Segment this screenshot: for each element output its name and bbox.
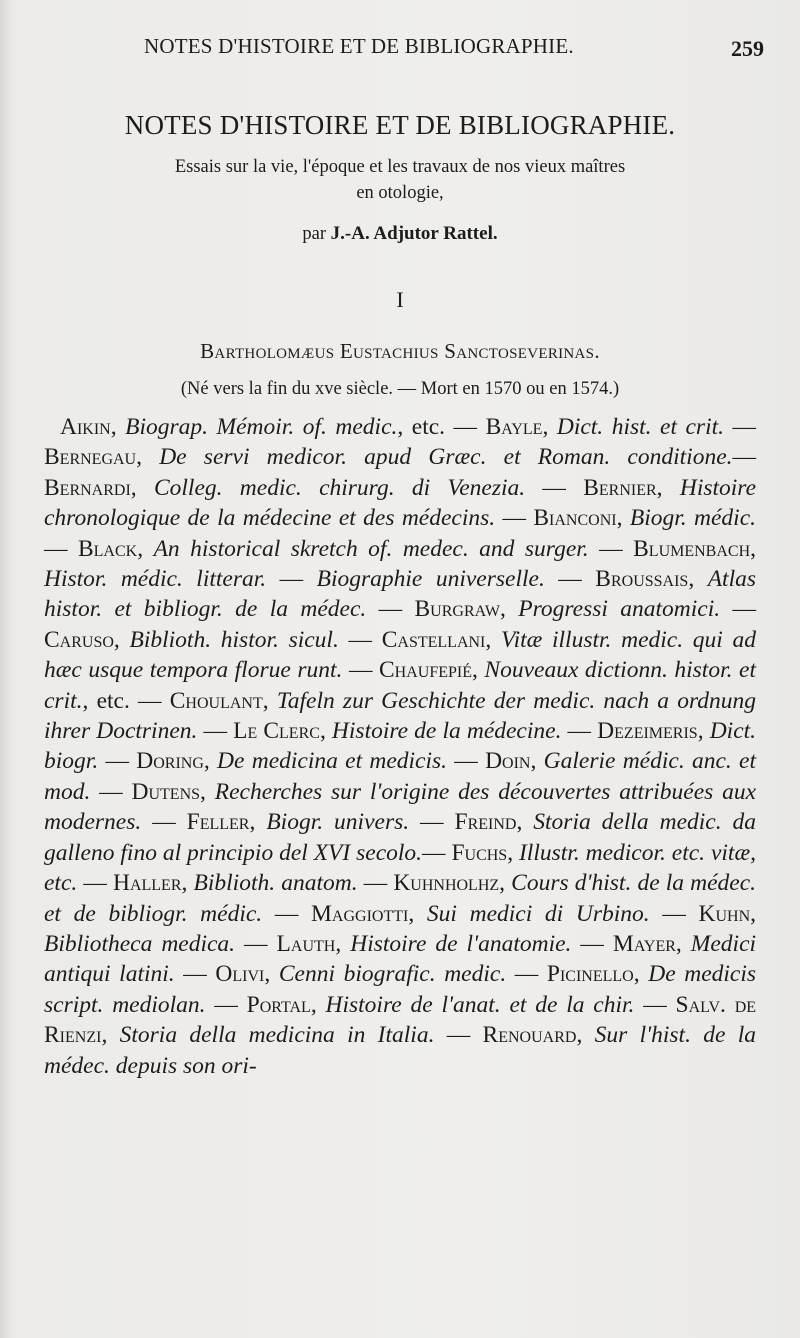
bibliography-entry: —Bernegau, De servi medicor. apud Græc. et Roman. conditione.	[44, 414, 757, 471]
entry-separator: —	[338, 626, 382, 653]
entry-work: Biograp. Mémoir. of. medic.	[125, 414, 398, 440]
entry-author: Haller	[112, 870, 182, 897]
entry-separator: —	[141, 809, 187, 836]
entry-work: Atlas histor. et bibliogr. de la médec.	[44, 566, 757, 623]
entry-author: Olivi	[215, 961, 265, 988]
bibliography-entry: — Kuhnholhz, Cours d'hist. de la médec. et de bibliogr. médic.	[44, 870, 757, 927]
author-byline	[44, 222, 756, 246]
bibliography-entry: —Bernardi, Colleg. medic. chirurg. di Venezia.	[44, 444, 757, 501]
entry-work: Cours d'hist. de la médec. et de bibliogr. médic.	[44, 870, 757, 927]
entry-suffix: , etc.	[82, 687, 130, 714]
entry-author: Kuhn	[698, 900, 751, 927]
entry-work: De medicina et medicis.	[217, 748, 448, 775]
entry-author: Black	[77, 535, 138, 562]
entry-author: Doring	[136, 748, 204, 775]
entry-separator: —	[732, 444, 757, 471]
bibliography-entry: — Dutens, Recherches sur l'origine des découvertes attribuées aux modernes.	[44, 778, 757, 836]
bibliography-entry: — Caruso, Biblioth. histor. sicul.	[44, 596, 757, 653]
running-title: NOTES D'HISTOIRE ET DE BIBLIOGRAPHIE.	[144, 34, 574, 58]
entry-author: Mayer	[612, 930, 676, 957]
entry-work: Histor. médic. litterar.	[44, 566, 267, 593]
entry-author: Bernier	[583, 474, 657, 501]
entry-author: Kuhnholhz	[393, 870, 500, 897]
bibliography-entry: — Blumenbach, Histor. médic. litterar.	[44, 535, 757, 593]
entry-work: Bibliotheca medica.	[44, 930, 236, 957]
bibliography-entry: — Mayer, Medici antiqui latini.	[44, 930, 757, 988]
entry-author: Burgraw	[414, 596, 501, 623]
entry-work: De servi medicor. apud Græc. et Roman. conditione.	[159, 444, 733, 471]
article-subtitle	[84, 154, 716, 206]
author-prefix: par	[302, 224, 327, 244]
entry-author: Castellani	[381, 626, 486, 653]
bibliography-entry: — Maggiotti, Sui medici di Urbino.	[262, 900, 650, 927]
entry-work: Nouveaux dictionn. histor. et crit.	[44, 657, 756, 714]
entry-author: Feller	[186, 809, 250, 836]
bibliography-entry: — Burgraw, Progressi anatomici.	[366, 596, 721, 623]
bibliography-entry: — Kuhn, Bibliotheca medica.	[44, 900, 757, 957]
entry-work: Dict. hist. et crit.	[556, 414, 725, 440]
bibliography	[44, 412, 756, 1081]
entry-separator: —	[544, 566, 596, 593]
entry-author: Picinello	[546, 961, 634, 988]
entry-work: Biogr. univers.	[266, 809, 410, 836]
entry-separator: —	[197, 718, 234, 745]
entry-author: Blumenbach	[633, 535, 751, 562]
entry-separator: —	[634, 991, 676, 1018]
entry-separator: —	[205, 991, 247, 1018]
entry-author: Bernegau	[44, 444, 137, 471]
entry-separator: —	[561, 718, 598, 745]
entry-work: Histoire de la médecine.	[331, 718, 562, 745]
entry-author: Freind	[454, 809, 517, 836]
bibliography-entry: — Chaufepié, Nouveaux dictionn. histor. et crit., etc.	[44, 657, 756, 714]
entry-separator: —	[44, 535, 78, 562]
entry-separator: —	[262, 900, 312, 927]
entry-suffix: , etc.	[397, 414, 446, 440]
bibliography-entry: — Dezeimeris, Dict. biogr.	[44, 718, 757, 775]
entry-separator: —	[98, 748, 137, 775]
entry-separator: —	[342, 657, 379, 684]
entry-author: Choulant	[169, 687, 263, 714]
entry-separator: —	[422, 839, 452, 866]
bibliography-entry: — Freind, Storia della medic. da galleno fino al principio del XVI secolo.	[44, 809, 757, 866]
entry-separator: —	[588, 535, 634, 562]
article	[44, 108, 756, 1081]
bibliography-entry: — Lauth, Histoire de l'anatomie.	[235, 930, 572, 957]
entry-separator: —	[90, 778, 132, 805]
entry-separator: —	[571, 930, 613, 957]
bibliography-entry: — Haller, Biblioth. anatom.	[77, 870, 358, 897]
entry-work: Progressi anatomici.	[518, 596, 721, 623]
bibliography-entry: — Black, An historical skretch of. medec. and surger.	[44, 535, 589, 562]
entry-author: Chaufepié	[378, 657, 472, 684]
bibliography-entry: — Fuchs, Illustr. medicor. etc. vitæ, etc.	[44, 839, 756, 897]
entry-separator: —	[447, 748, 486, 775]
entry-separator: —	[235, 930, 277, 957]
entry-work: Biblioth. anatom.	[193, 870, 358, 897]
entry-separator: —	[649, 900, 699, 927]
bibliography-entry	[266, 566, 545, 592]
entry-work: Histoire de l'anat. et de la chir.	[325, 991, 635, 1018]
entry-work: Recherches sur l'origine des découvertes attribuées aux modernes.	[44, 778, 757, 836]
entry-separator: —	[445, 414, 486, 440]
entry-author: Le Clerc	[233, 718, 320, 745]
entry-author: Bayle	[485, 414, 543, 440]
entry-separator: —	[77, 870, 113, 897]
bibliography-entry: — Broussais, Atlas histor. et bibliogr. de la médec.	[44, 566, 757, 623]
entry-separator: —	[720, 596, 757, 623]
entry-work: Biblioth. histor. sicul.	[129, 626, 339, 653]
subtitle-line-2: en otologie,	[356, 183, 444, 203]
bibliography-entry: — Choulant, Tafeln zur Geschichte der medic. nach a ordnung ihrer Doctrinen.	[44, 687, 757, 745]
entry-work: Colleg. medic. chirurg. di Venezia.	[153, 474, 526, 501]
entry-separator: —	[506, 961, 547, 988]
bibliography-entry: — Doin, Galerie médic. anc. et mod.	[44, 748, 757, 805]
entry-author: Aikin	[60, 414, 111, 440]
entry-work: Medici antiqui latini.	[44, 930, 757, 988]
bibliography-entry: — Picinello, De medicis script. mediolan.	[44, 961, 757, 1018]
entry-author: Salv. de Rienzi	[44, 991, 757, 1049]
author-name: J.-A. Adjutor Rattel.	[330, 223, 498, 244]
entry-work: An historical skretch of. medec. and surger.	[153, 535, 589, 562]
subtitle-line-1: Essais sur la vie, l'époque et les travaux de nos vieux maîtres	[174, 157, 626, 177]
entry-work: Storia della medic. da galleno fino al principio del XVI secolo.	[44, 809, 757, 866]
entry-separator: —	[409, 809, 455, 836]
section-title: NOTES D'HISTOIRE ET DE BIBLIOGRAPHIE.	[124, 110, 676, 140]
entry-separator: —	[266, 566, 317, 593]
entry-work: De medicis script. mediolan.	[44, 961, 757, 1018]
bibliography-entry: — Feller, Biogr. univers.	[141, 809, 410, 836]
entry-work: Vitæ illustr. medic. qui ad hæc usque tempora florue runt.	[44, 626, 756, 684]
chapter-number: I	[396, 287, 404, 312]
entry-work: Illustr. medicor. etc. vitæ, etc.	[44, 839, 756, 897]
entry-author: Broussais	[595, 566, 689, 593]
entry-author: Doin	[485, 748, 531, 775]
bibliography-entry: — Renouard, Sur l'hist. de la médec. depuis son ori-	[44, 1022, 756, 1079]
entry-work: Biogr. médic.	[629, 505, 757, 532]
entry-author: Lauth	[276, 930, 336, 957]
entry-work: Galerie médic. anc. et mod.	[44, 748, 757, 805]
entry-work: Histoire chronologique de la médecine et des médecins.	[44, 474, 757, 532]
entry-work: Storia della medicina in Italia.	[119, 1022, 435, 1049]
bibliography-entry: — Le Clerc, Histoire de la médecine.	[197, 718, 562, 745]
entry-author: Caruso	[44, 626, 114, 653]
entry-work: Dict. biogr.	[44, 718, 757, 775]
entry-separator: —	[495, 505, 534, 532]
entry-author: Bernardi	[44, 474, 131, 501]
entry-separator: —	[724, 414, 757, 440]
bibliography-entry: — Bayle, Dict. hist. et crit.	[445, 414, 725, 440]
entry-work: Cenni biografic. medic.	[278, 961, 507, 988]
bibliography-entry: — Bianconi, Biogr. médic.	[495, 505, 757, 532]
bibliography-entry: — Portal, Histoire de l'anat. et de la chir.	[205, 991, 635, 1018]
entry-author: Dutens	[131, 778, 201, 805]
entry-work: Sur l'hist. de la médec. depuis son ori-	[44, 1022, 756, 1079]
subject-name: Bartholomæus Eustachius Sanctoseverinas.	[200, 339, 600, 363]
entry-separator: —	[357, 870, 394, 897]
bibliography-entry: — Castellani, Vitæ illustr. medic. qui ad hæc usque tempora florue runt.	[44, 626, 756, 684]
entry-work: Histoire de l'anatomie.	[350, 930, 572, 957]
entry-author: Maggiotti	[311, 900, 409, 927]
bibliography-entry: — Salv. de Rienzi, Storia della medicina in Italia.	[44, 991, 757, 1049]
entry-separator: —	[366, 596, 415, 623]
entry-work: Tafeln zur Geschichte der medic. nach a ordnung ihrer Doctrinen.	[44, 687, 757, 745]
entry-work: Sui medici di Urbino.	[426, 900, 650, 927]
entry-author: Dezeimeris	[597, 718, 698, 745]
entry-work: Biographie universelle.	[316, 566, 545, 593]
running-head	[44, 34, 774, 64]
page-number: 259	[731, 36, 764, 61]
entry-separator: —	[434, 1022, 483, 1049]
subject-dates: (Né vers la fin du xve siècle. — Mort en 1570 ou en 1574.)	[180, 379, 620, 399]
bibliography-entry: Aikin, Biograp. Mémoir. of. medic., etc.	[60, 414, 446, 440]
entry-separator: —	[525, 474, 584, 501]
entry-author: Portal	[246, 991, 311, 1018]
bibliography-entry: — Bernier, Histoire chronologique de la médecine et des médecins.	[44, 474, 757, 532]
entry-separator: —	[129, 687, 170, 714]
entry-author: Renouard	[482, 1022, 577, 1049]
bibliography-entry: — Olivi, Cenni biografic. medic.	[174, 961, 507, 988]
entry-separator: —	[174, 961, 216, 988]
entry-author: Bianconi	[533, 505, 617, 532]
entry-author: Fuchs	[451, 839, 508, 866]
bibliography-entry: — Doring, De medicina et medicis.	[98, 748, 448, 775]
bibliography-paragraph	[44, 412, 756, 1081]
